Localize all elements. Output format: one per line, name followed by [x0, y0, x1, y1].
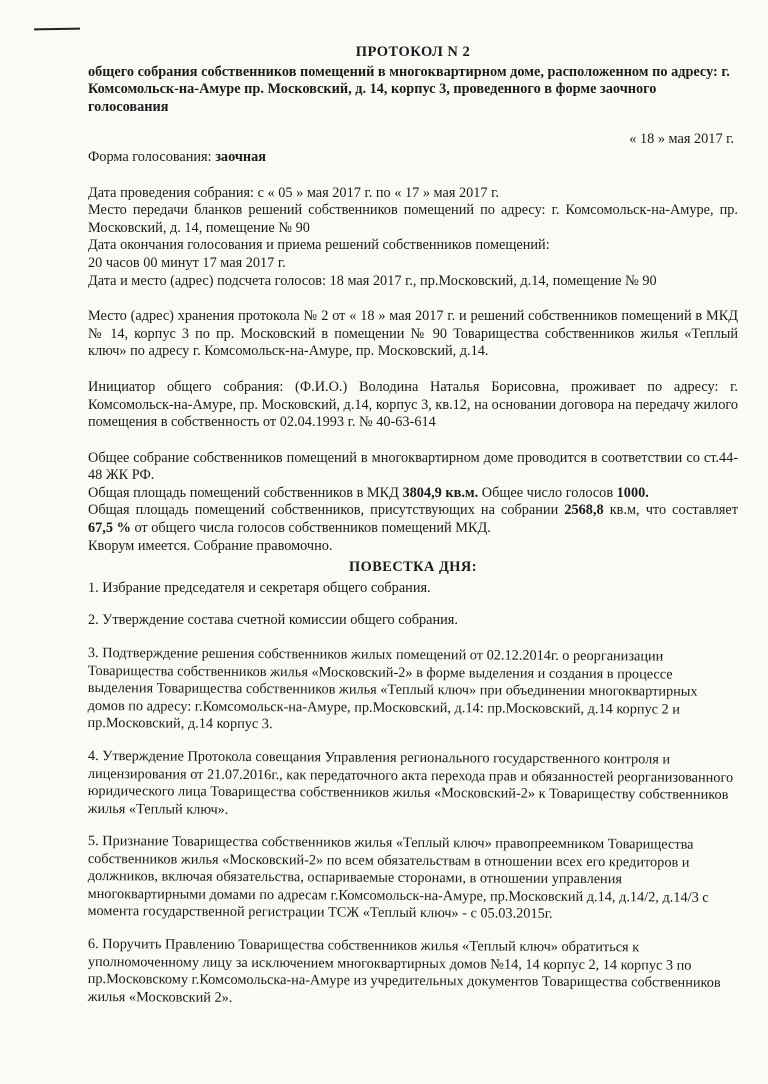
present-label: Общая площадь помещений собственников, присутствующих на собрании	[88, 502, 565, 519]
present-area	[88, 502, 738, 537]
present-suffix: кв.м, что составляет	[603, 502, 739, 519]
agenda-item-5: 5. Признание Товарищества собственников жилья «Теплый ключ» правопреемником Товарищества собственников жилья «Московский-2» по всем обязательствам в отношении всех его кредиторов и должников, включая обязательства, оспариваемые сторонами, в отношении управления многоквартирными домами по адресам г.Комсомольск-на-Амуре, пр.Московский д.14, д.14/2, д.14/3 с момента государственной регистрации ТСЖ «Теплый ключ» - с 05.03.2015г.	[87, 833, 709, 923]
percent-suffix: от общего числа голосов собственников помещений МКД.	[130, 520, 491, 537]
voting-end-value: 20 часов 00 минут 17 мая 2017 г.	[88, 254, 286, 271]
area-label: Общая площадь помещений собственников в МКД	[88, 484, 403, 501]
votes-value: 1000.	[616, 484, 649, 501]
percent-value: 67,5 %	[88, 520, 131, 537]
quorum-section	[88, 450, 738, 556]
votes-label: Общее число голосов	[478, 484, 617, 501]
agenda-item-6: 6. Поручить Правлению Товарищества собственников жилья «Теплый ключ» обратиться к уполномоченному лицу за исключением многоквартирных домов №14, 14 корпус 2, 14 корпус 3 по пр.Московскому г.Комсомольска-на-Амуре из учредительных документов Товарищества собственников жилья «Московский 2».	[87, 936, 721, 1007]
protocol-date: « 18 » мая 2017 г.	[629, 131, 734, 148]
area-value: 3804,9 кв.м.	[402, 484, 479, 501]
ballot-delivery-place: Место передачи бланков решений собственников помещений по адресу: г. Комсомольск-на-Амуре, пр. Московский, д. 14, помещение № 90	[88, 202, 738, 236]
agenda-list	[88, 580, 738, 1007]
present-value: 2568,8	[564, 502, 604, 519]
voting-form-label: Форма голосования:	[88, 148, 216, 165]
agenda-item-3: 3. Подтверждение решения собственников жилых помещений от 02.12.2014г. о реорганизации Товарищества собственников жилья «Московский-2» в форме выделения и создания в процессе выделения Товарищества собственников жилья «Теплый ключ» при объединении многоквартирных домов по адресу: г.Комсомольск-на-Амуре, пр.Московский, д.14: пр.Московский, д.14 корпус 2 и пр.Московский, д.14 корпус 3.	[87, 645, 698, 733]
legal-basis: Общее собрание собственников помещений в многоквартирном доме проводится в соответствии со ст.44-48 ЖК РФ.	[88, 449, 738, 484]
document-subtitle: общего собрания собственников помещений в многоквартирном доме, расположенном по адресу: г. Комсомольск-на-Амуре пр. Московский, д. 14, корпус 3, проведенного в форме заочного голосования	[88, 63, 730, 115]
protocol-body	[88, 44, 738, 1022]
agenda-item-1: 1. Избрание председателя и секретаря общего собрания.	[88, 579, 431, 596]
scan-edge-mark	[34, 28, 80, 31]
area-and-votes	[88, 485, 738, 503]
voting-form-line	[88, 149, 738, 167]
vote-count-date-place: Дата и место (адрес) подсчета голосов: 18 мая 2017 г., пр.Московский, д.14, помещение № 90	[88, 272, 657, 289]
meeting-initiator: Инициатор общего собрания: (Ф.И.О.) Володина Наталья Борисовна, проживает по адресу: г. Комсомольск-на-Амуре, пр. Московский, д.14, корпус 3, кв.12, на основании договора на передачу жилого помещения в собственность от 02.04.1993 г. № 40-63-614	[88, 378, 738, 431]
agenda-item-2: 2. Утверждение состава счетной комиссии общего собрания.	[88, 612, 458, 629]
protocol-storage-place: Место (адрес) хранения протокола № 2 от « 18 » мая 2017 г. и решений собственников помещений в МКД № 14, корпус 3 по пр. Московский в помещении № 90 Товарищества собственников жилья «Теплый ключ» по адресу г. Комсомольск-на-Амуре, пр. Московский, д.14.	[88, 308, 738, 360]
quorum-status: Кворум имеется. Собрание правомочно.	[88, 537, 333, 554]
voting-form-value: заочная	[215, 148, 267, 165]
meeting-details	[88, 185, 738, 291]
document-title: ПРОТОКОЛ N 2	[355, 44, 471, 60]
voting-end-label: Дата окончания голосования и приема решений собственников помещений:	[88, 237, 550, 254]
meeting-dates: Дата проведения собрания: с « 05 » мая 2017 г. по « 17 » мая 2017 г.	[88, 184, 499, 201]
agenda-item-4: 4. Утверждение Протокола совещания Управления регионального государственного контроля и лицензирования от 21.07.2016г., как передаточного акта перехода прав и обязанностей реорганизованного юридического лица Товарищества собственников жилья «Московский-2» к Товариществу собственников жилья «Теплый ключ».	[87, 748, 734, 818]
agenda-heading: ПОВЕСТКА ДНЯ:	[349, 559, 477, 576]
